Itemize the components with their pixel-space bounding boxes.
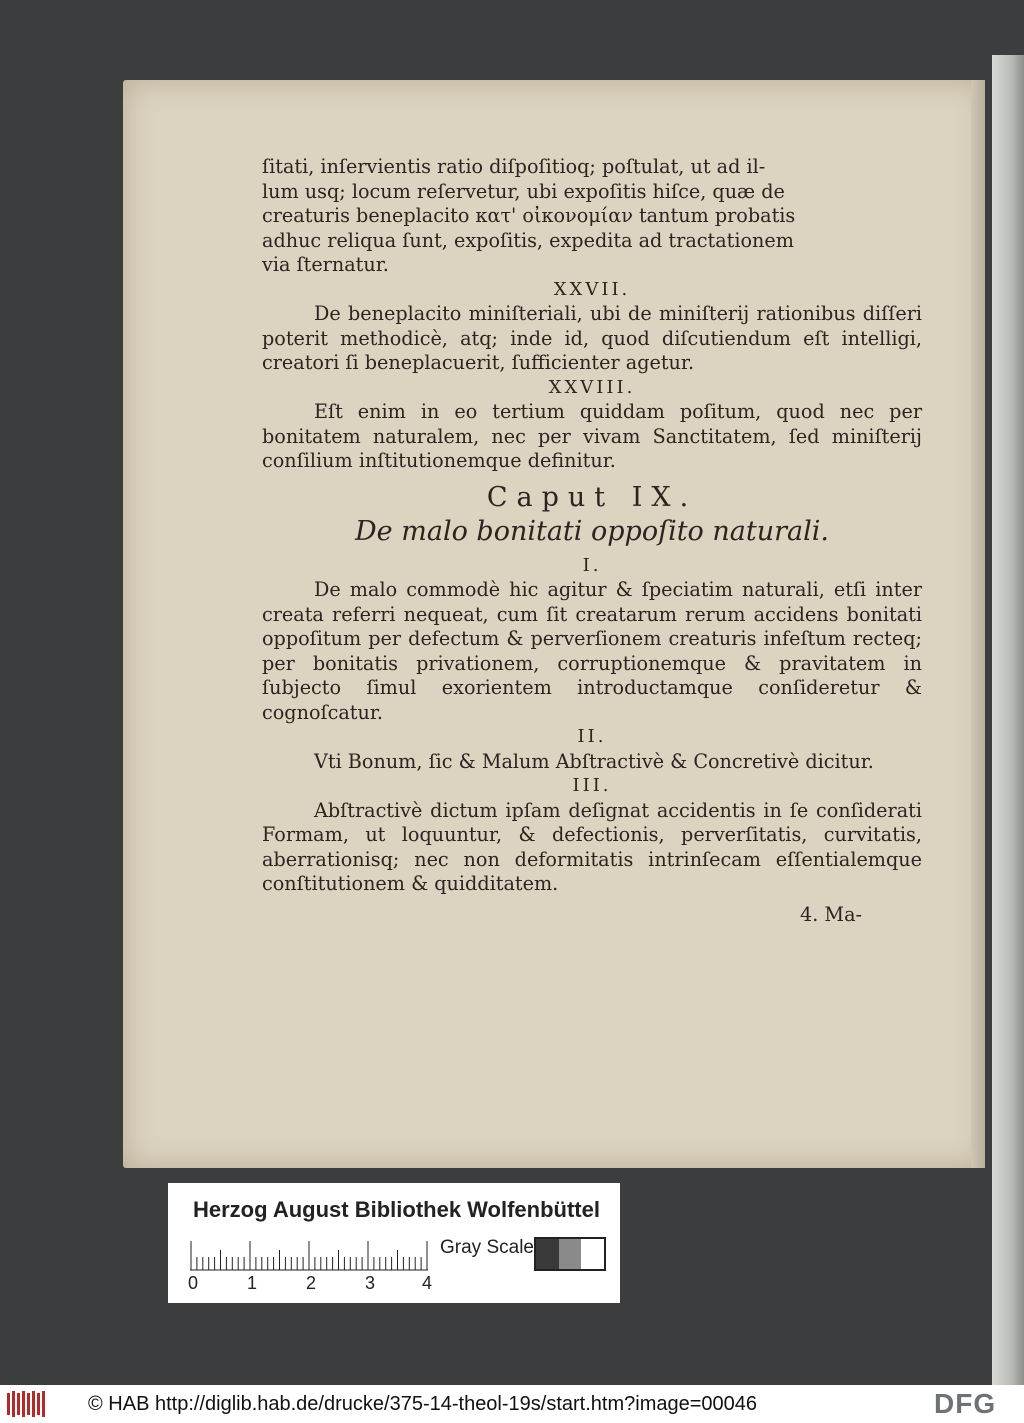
swatch-light — [581, 1239, 604, 1269]
chapter-subtitle: De malo bonitati oppoſito naturali. — [355, 515, 829, 547]
paragraph: Eſt enim in eo tertium quiddam poſitum, quod nec per bonitatem naturalem, nec per vivam Sanctitatem, ſed miniſterij conſilium inſtitutionemque definitur. — [262, 400, 922, 472]
text-line: via ſternatur. — [262, 253, 389, 276]
ruler-number: 1 — [247, 1273, 258, 1293]
ruler-number: 0 — [188, 1273, 199, 1293]
adjacent-page-edge — [992, 55, 1024, 1395]
section-number: XXVII. — [553, 278, 631, 300]
swatch-mid — [559, 1239, 582, 1269]
paragraph: Abſtractivè dictum ipſam deſignat accidentis in ſe conſiderati Formam, ut loquuntur, & defectionis, perverſitatis, curvitatis, aberrationisq; nec non deformitatis intrinſecam eſſentialemque conſtitutionem & quidditatem. — [262, 798, 922, 895]
library-label-card — [168, 1183, 620, 1303]
text-line: creaturis beneplacito κατ' οἰκονομίαν tantum probatis — [262, 204, 796, 227]
section-number: I. — [582, 554, 602, 576]
paragraph: De beneplacito miniſteriali, ubi de miniſterij rationibus diſſeri poterit methodicè, atq; inde id, quod diſcutiendum eſt intelligi, creatori ſi beneplacuerit, ſufficienter agetur. — [262, 302, 922, 374]
ruler-number: 2 — [306, 1273, 317, 1293]
swatch-dark — [536, 1239, 559, 1269]
page-text — [262, 155, 922, 927]
section-number: II. — [577, 726, 607, 747]
gray-scale-label: Gray Scale — [440, 1237, 534, 1258]
section-number: III. — [572, 775, 612, 796]
ruler-scale — [190, 1241, 428, 1271]
text-line: adhuc reliqua ſunt, expoſitis, expedita ad tractationem — [262, 228, 794, 252]
ruler-number: 3 — [365, 1273, 376, 1293]
copyright-url: © HAB http://diglib.hab.de/drucke/375-14-theol-19s/start.htm?image=00046 — [88, 1393, 758, 1415]
gray-scale-swatches — [534, 1237, 606, 1271]
paragraph: Vti Bonum, ſic & Malum Abſtractivè & Concretivè dicitur. — [314, 749, 874, 773]
ruler-number: 4 — [422, 1273, 433, 1293]
chapter-heading: Caput IX. — [486, 481, 698, 513]
hab-logo-icon — [6, 1389, 48, 1419]
footer-bar — [0, 1385, 1024, 1423]
section-number: XXVIII. — [548, 376, 636, 398]
text-line: ſitati, inſervientis ratio diſpoſitioq; poſtulat, ut ad il- — [262, 155, 766, 178]
catchword: 4. Ma- — [800, 902, 862, 926]
text-line: lum usq; locum reſervetur, ubi expoſitis hiſce, quæ de — [262, 179, 785, 203]
dfg-logo: DFG — [934, 1388, 997, 1419]
paragraph: De malo commodè hic agitur & ſpeciatim naturali, etſi inter creata referri nequeat, cum ſit creatarum rerum accidens bonitati oppoſitum per defectum & perverſionem creaturis infeſtum recteq; per bonitatis privationem, corruptionemque & pravitatem in ſubjecto ſimul exorientem introductamque conſideretur & cognoſcatur. — [262, 578, 922, 724]
library-name: Herzog August Bibliothek Wolfenbüttel — [193, 1197, 600, 1222]
page-gutter — [971, 80, 985, 1168]
ruler-numbers — [188, 1273, 438, 1297]
